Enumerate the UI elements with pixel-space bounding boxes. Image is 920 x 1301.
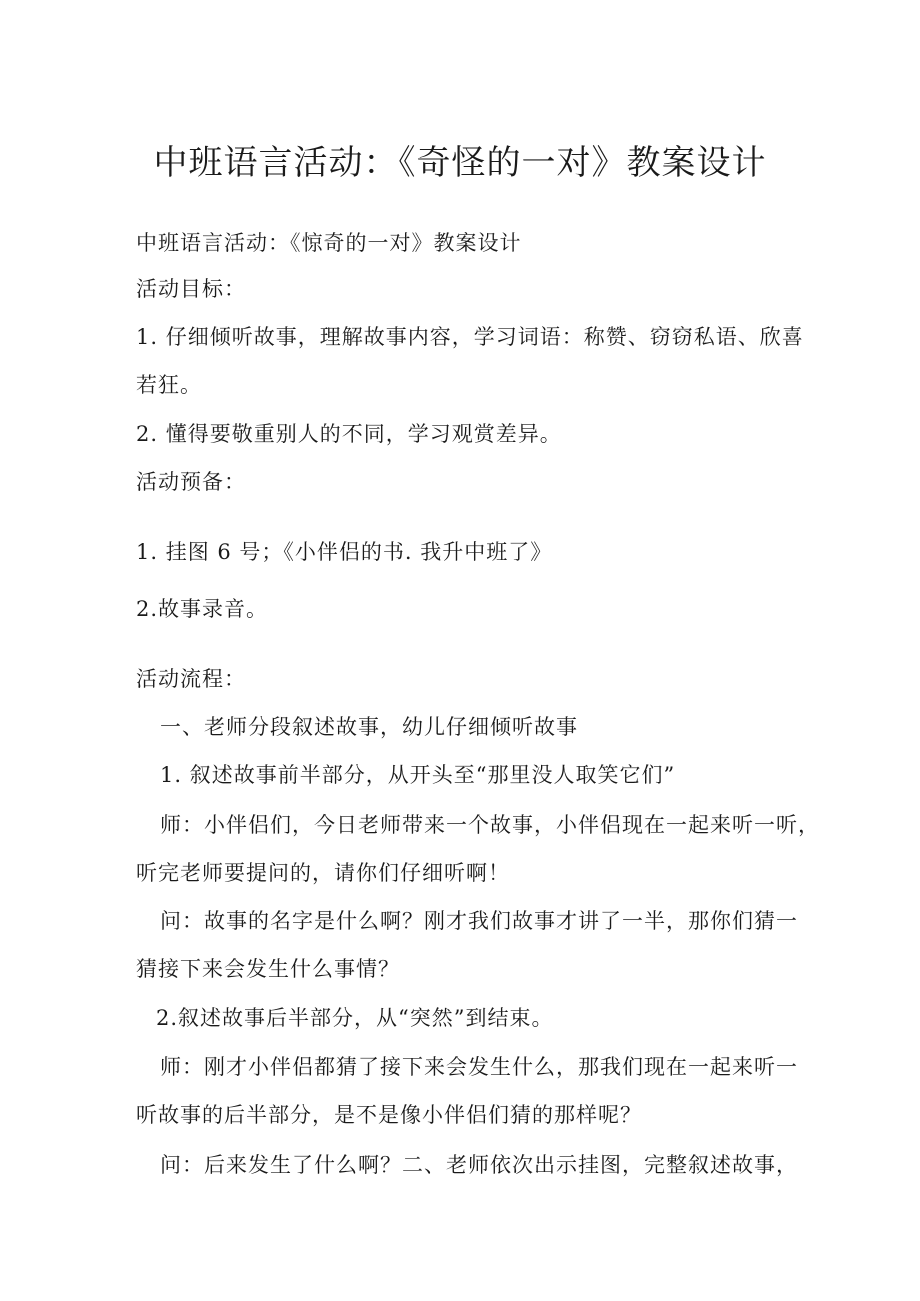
section-heading-process: 活动流程： — [136, 667, 246, 691]
paragraph-line: 1. 挂图 6 号；《小伴侣的书. 我升中班了》 — [136, 540, 553, 564]
document-title: 中班语言活动：《奇怪的一对》教案设计 — [153, 143, 767, 183]
paragraph-line: 问：后来发生了什么啊？二、老师依次出示挂图，完整叙述故事， — [160, 1153, 798, 1177]
paragraph-line: 2.叙述故事后半部分，从“突然”到结束。 — [156, 1006, 554, 1030]
paragraph-line: 2. 懂得要敬重别人的不同，学习观赏差异。 — [136, 422, 562, 446]
section-heading-goals: 活动目标： — [136, 277, 246, 301]
paragraph-line: 一、老师分段叙述故事，幼儿仔细倾听故事 — [160, 715, 578, 739]
paragraph-line: 问：故事的名字是什么啊？刚才我们故事才讲了一半，那你们猜一 — [160, 909, 798, 933]
paragraph-line: 师：小伴侣们，今日老师带来一个故事，小伴侣现在一起来听一听， — [160, 813, 820, 837]
paragraph-line: 师：刚才小伴侣都猜了接下来会发生什么，那我们现在一起来听一 — [160, 1055, 798, 1079]
paragraph-line: 2.故事录音。 — [136, 597, 269, 621]
paragraph-line: 若狂。 — [136, 373, 202, 397]
paragraph-line: 听故事的后半部分，是不是像小伴侣们猜的那样呢？ — [136, 1103, 642, 1127]
paragraph-line: 听完老师要提问的，请你们仔细听啊！ — [136, 861, 510, 885]
subtitle-line: 中班语言活动：《惊奇的一对》教案设计 — [136, 231, 522, 255]
section-heading-preparation: 活动预备： — [136, 470, 246, 494]
paragraph-line: 1. 仔细倾听故事，理解故事内容，学习词语：称赞、窃窃私语、欣喜 — [136, 325, 804, 349]
paragraph-line: 猜接下来会发生什么事情？ — [136, 957, 400, 981]
paragraph-line: 1. 叙述故事前半部分，从开头至“那里没人取笑它们” — [160, 763, 676, 787]
